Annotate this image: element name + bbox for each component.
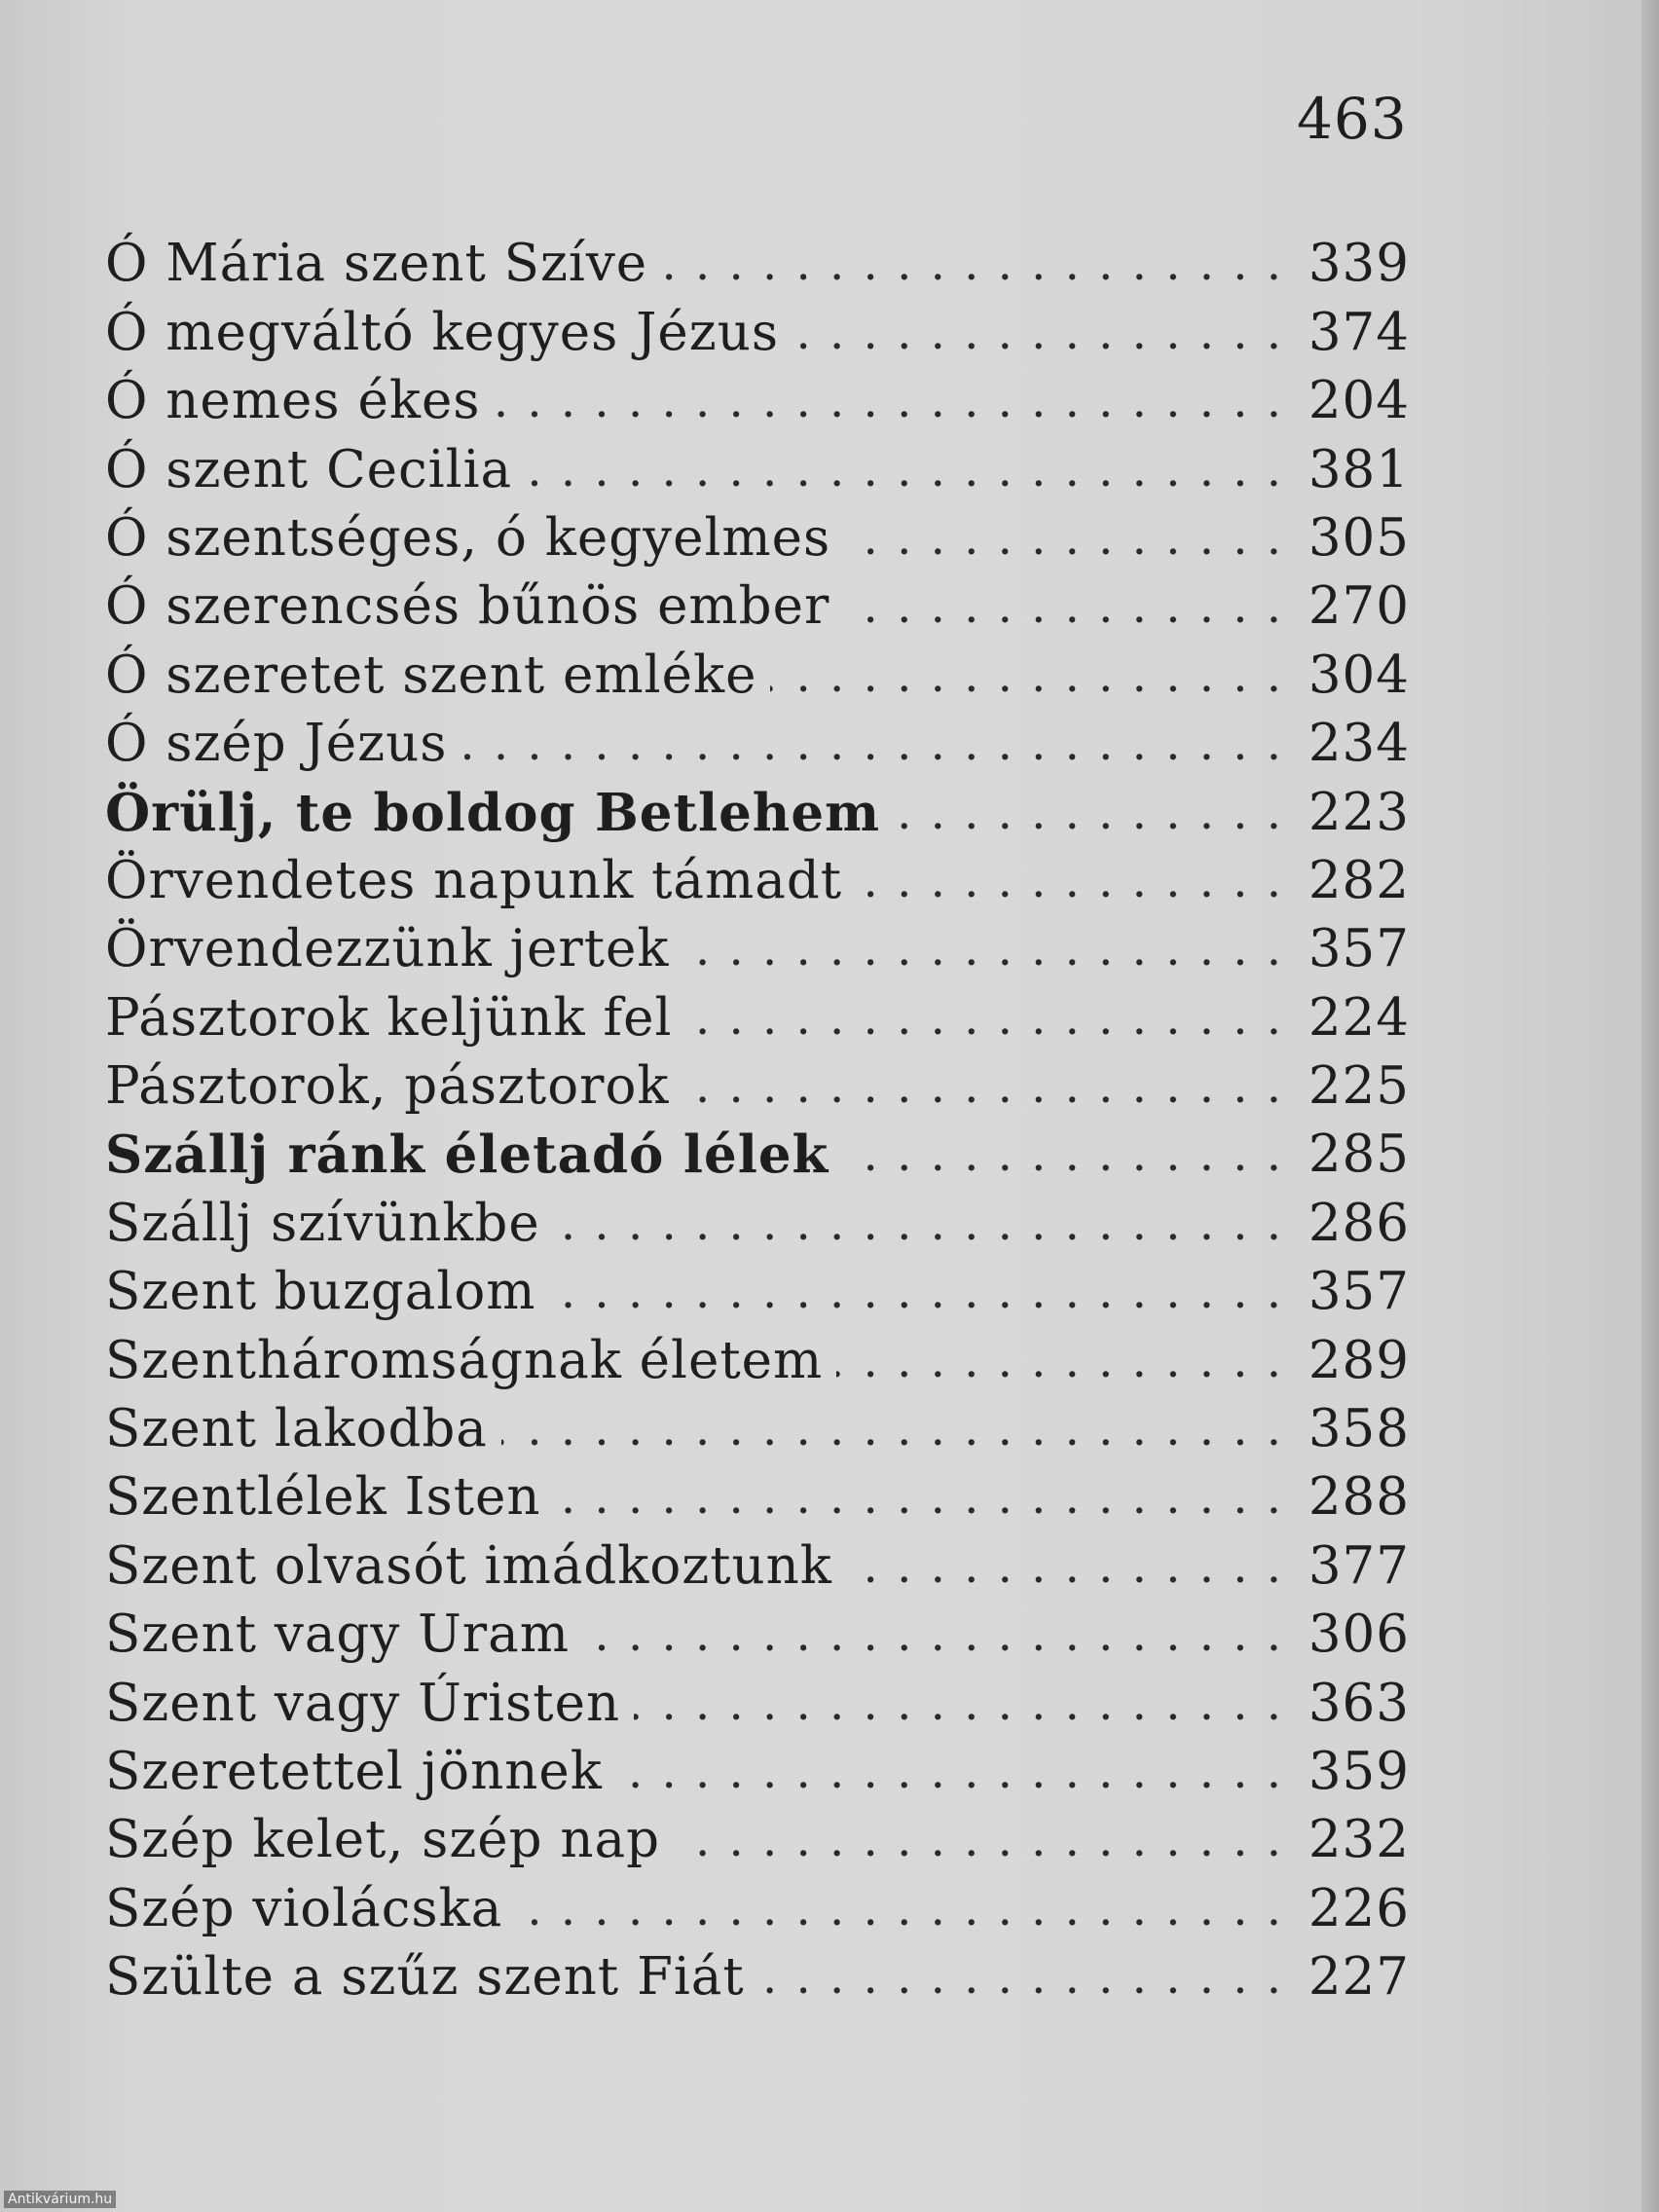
- entry-title: Ó Mária szent Szíve: [105, 234, 648, 294]
- entry-page-number: 357: [1308, 1262, 1410, 1322]
- entry-title: Ó szentséges, ó kegyelmes: [105, 507, 831, 568]
- dot-leader: [894, 779, 1283, 847]
- index-entry: [105, 1531, 1410, 1600]
- index-entry: [105, 230, 1410, 298]
- entry-title: Szállj ránk életadó lélek: [105, 1124, 830, 1186]
- entry-page-number: 358: [1308, 1399, 1410, 1459]
- entry-page-number: 226: [1308, 1878, 1410, 1938]
- entry-page-number: 377: [1308, 1535, 1410, 1596]
- entry-page-number: 363: [1308, 1673, 1410, 1733]
- entry-title: Örvendetes napunk támadt: [105, 850, 843, 910]
- dot-leader: [554, 1190, 1283, 1258]
- dot-leader: [683, 915, 1283, 983]
- entry-page-number: 339: [1308, 234, 1410, 294]
- dot-leader: [634, 1670, 1283, 1738]
- entry-title: Szentlélek Isten: [105, 1467, 541, 1528]
- page-edge-shadow: [1641, 0, 1659, 2212]
- dot-leader: [856, 847, 1283, 915]
- entry-page-number: 374: [1308, 302, 1410, 362]
- watermark: Antikvárium.hu: [4, 2191, 116, 2208]
- index-entry: [105, 572, 1410, 641]
- dot-leader: [583, 1601, 1283, 1669]
- index-entry: [105, 504, 1410, 572]
- entry-title: Szentháromságnak életem: [105, 1330, 824, 1390]
- dot-leader: [526, 436, 1283, 504]
- entry-page-number: 223: [1308, 782, 1410, 842]
- dot-leader: [550, 1258, 1283, 1326]
- index-entry: [105, 1121, 1410, 1189]
- entry-title: Szeretettel jönnek: [105, 1741, 603, 1801]
- dot-leader: [846, 1532, 1283, 1601]
- entry-page-number: 304: [1308, 645, 1410, 705]
- index-entry: [105, 298, 1410, 366]
- index-entry: [105, 710, 1410, 778]
- entry-title: Szent lakodba: [105, 1399, 488, 1459]
- entry-title: Szép kelet, szép nap: [105, 1810, 661, 1870]
- index-entry: [105, 915, 1410, 983]
- index-entry: [105, 367, 1410, 435]
- index-entry: [105, 1669, 1410, 1737]
- entry-title: Ó szerencsés bűnös ember: [105, 576, 830, 637]
- entry-page-number: 227: [1308, 1947, 1410, 2008]
- entry-page-number: 306: [1308, 1604, 1410, 1665]
- index-entry: [105, 1463, 1410, 1531]
- index-entry: [105, 1189, 1410, 1257]
- index-entry: [105, 1806, 1410, 1874]
- dot-leader: [685, 984, 1283, 1052]
- entry-title: Szép violácska: [105, 1878, 503, 1938]
- index-entry: [105, 1738, 1410, 1806]
- entry-title: Ó nemes ékes: [105, 371, 481, 431]
- entry-title: Ó szeretet szent emléke: [105, 645, 757, 705]
- entry-title: Örülj, te boldog Betlehem: [105, 782, 881, 843]
- page-number: 463: [1297, 86, 1408, 152]
- entry-page-number: 305: [1308, 507, 1410, 568]
- dot-leader: [770, 642, 1283, 710]
- entry-page-number: 288: [1308, 1467, 1410, 1528]
- index-entry: [105, 1874, 1410, 1942]
- dot-leader: [793, 299, 1283, 367]
- dot-leader: [844, 504, 1283, 572]
- entry-page-number: 234: [1308, 714, 1410, 774]
- entry-page-number: 270: [1308, 576, 1410, 637]
- dot-leader: [516, 1875, 1283, 1943]
- entry-title: Szállj szívünkbe: [105, 1193, 540, 1253]
- entry-page-number: 232: [1308, 1810, 1410, 1870]
- index-entry: [105, 983, 1410, 1051]
- index-entry: [105, 1052, 1410, 1121]
- index-entry: [105, 1943, 1410, 2011]
- entry-title: Ó szent Cecilia: [105, 439, 513, 499]
- entry-title: Szent olvasót imádkoztunk: [105, 1535, 832, 1596]
- dot-leader: [682, 1052, 1283, 1121]
- entry-page-number: 357: [1308, 919, 1410, 979]
- dot-leader: [842, 1121, 1283, 1189]
- entry-title: Pásztorok keljünk fel: [105, 987, 673, 1048]
- entry-page-number: 289: [1308, 1330, 1410, 1390]
- entry-page-number: 204: [1308, 371, 1410, 431]
- entry-title: Ó szép Jézus: [105, 714, 448, 774]
- dot-leader: [843, 572, 1283, 641]
- entry-title: Örvendezzünk jertek: [105, 919, 670, 979]
- index-entry: [105, 641, 1410, 709]
- index-entry: [105, 1601, 1410, 1669]
- entry-page-number: 225: [1308, 1056, 1410, 1117]
- dot-leader: [616, 1738, 1283, 1806]
- dot-leader: [501, 1395, 1283, 1463]
- entry-title: Szent vagy Úristen: [105, 1673, 621, 1733]
- index-entry: [105, 1326, 1410, 1394]
- dot-leader: [674, 1806, 1283, 1874]
- index-entry: [105, 435, 1410, 503]
- entry-page-number: 381: [1308, 439, 1410, 499]
- song-index-list: [105, 230, 1410, 2011]
- dot-leader: [836, 1327, 1283, 1395]
- dot-leader: [758, 1943, 1283, 2011]
- entry-page-number: 282: [1308, 850, 1410, 910]
- dot-leader: [555, 1463, 1283, 1531]
- index-entry: [105, 778, 1410, 846]
- entry-title: Pásztorok, pásztorok: [105, 1056, 670, 1117]
- index-entry: [105, 1395, 1410, 1463]
- dot-leader: [495, 367, 1283, 435]
- index-entry: [105, 847, 1410, 915]
- entry-title: Szent vagy Uram: [105, 1604, 570, 1665]
- dot-leader: [461, 710, 1283, 778]
- entry-page-number: 286: [1308, 1193, 1410, 1253]
- dot-leader: [661, 230, 1283, 298]
- index-entry: [105, 1258, 1410, 1326]
- entry-page-number: 359: [1308, 1741, 1410, 1801]
- entry-page-number: 285: [1308, 1124, 1410, 1185]
- entry-title: Ó megváltó kegyes Jézus: [105, 302, 780, 362]
- entry-title: Szent buzgalom: [105, 1262, 536, 1322]
- entry-title: Szülte a szűz szent Fiát: [105, 1947, 745, 2008]
- entry-page-number: 224: [1308, 987, 1410, 1048]
